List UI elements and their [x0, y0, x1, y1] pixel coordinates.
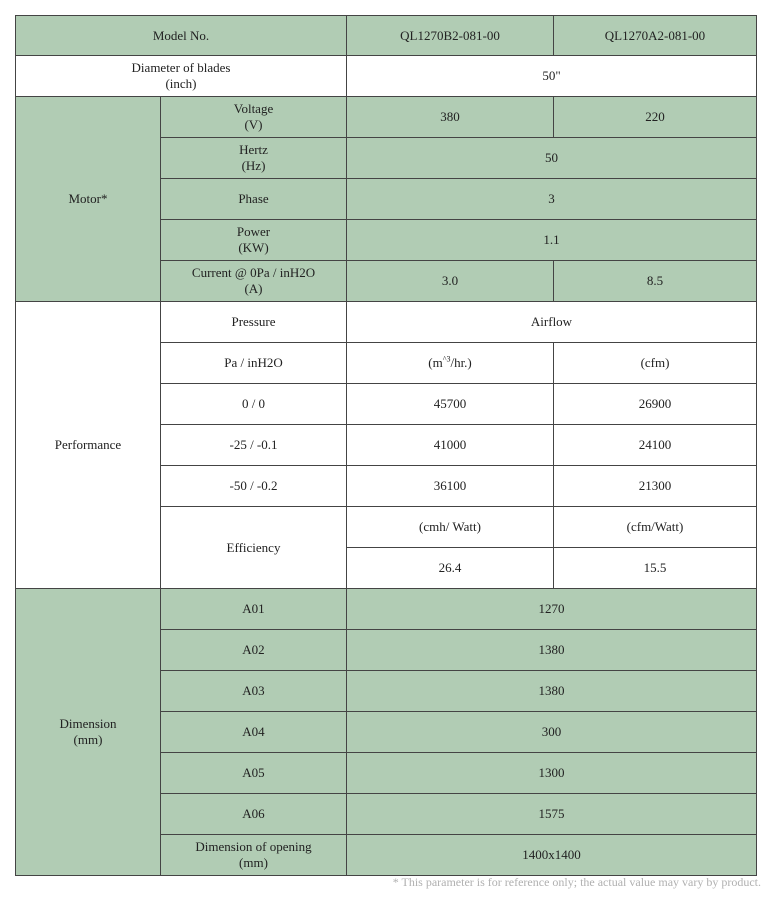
dimension-value: 1270: [347, 589, 757, 630]
diameter-label-cell: [16, 56, 347, 97]
dimension-value: 300: [347, 712, 757, 753]
hertz-label: Hertz: [239, 142, 268, 157]
airflow-metric-value: 36100: [347, 466, 554, 507]
voltage-value-b2: 380: [347, 97, 554, 138]
airflow-unit-metric-prefix: (m: [428, 355, 443, 370]
airflow-imperial-value: 24100: [554, 425, 757, 466]
pressure-unit: Pa / inH2O: [161, 343, 347, 384]
performance-section-label: Performance: [16, 302, 161, 589]
dimension-label: A04: [161, 712, 347, 753]
power-unit: (KW): [238, 240, 269, 255]
efficiency-value-imperial: 15.5: [554, 548, 757, 589]
airflow-imperial-value: 26900: [554, 384, 757, 425]
airflow-unit-metric: [347, 343, 554, 384]
power-label: Power: [236, 224, 271, 239]
efficiency-unit-imperial: (cfm/Watt): [554, 507, 757, 548]
airflow-metric-value: 41000: [347, 425, 554, 466]
motor-section-label: Motor*: [16, 97, 161, 302]
dimension-value: 1380: [347, 630, 757, 671]
pressure-value: 0 / 0: [161, 384, 347, 425]
pressure-value: -25 / -0.1: [161, 425, 347, 466]
dimension-label: A06: [161, 794, 347, 835]
airflow-unit-metric-suffix: /hr.): [450, 355, 472, 370]
dimension-row: [16, 589, 757, 630]
pressure-label: Pressure: [161, 302, 347, 343]
phase-value: 3: [347, 179, 757, 220]
pressure-value: -50 / -0.2: [161, 466, 347, 507]
model-a2: QL1270A2-081-00: [554, 16, 757, 56]
opening-label-cell: [161, 835, 347, 876]
phase-label: Phase: [161, 179, 347, 220]
header-row: [16, 16, 757, 56]
footnote: * This parameter is for reference only; the actual value may vary by product.: [392, 875, 761, 889]
power-label-cell: [161, 220, 347, 261]
airflow-unit-imperial: (cfm): [554, 343, 757, 384]
voltage-label-cell: [161, 97, 347, 138]
efficiency-value-metric: 26.4: [347, 548, 554, 589]
diameter-value: 50": [347, 56, 757, 97]
diameter-label: Diameter of blades: [131, 60, 231, 75]
current-label-cell: [161, 261, 347, 302]
voltage-row: [16, 97, 757, 138]
voltage-value-a2: 220: [554, 97, 757, 138]
opening-label: Dimension of opening: [195, 839, 312, 854]
efficiency-unit-metric: (cmh/ Watt): [347, 507, 554, 548]
efficiency-label: Efficiency: [161, 507, 347, 589]
voltage-unit: (V): [244, 117, 263, 132]
dimension-section-label-cell: [16, 589, 161, 876]
current-unit: (A): [244, 281, 263, 296]
dimension-value: 1575: [347, 794, 757, 835]
opening-value: 1400x1400: [347, 835, 757, 876]
dimension-value: 1300: [347, 753, 757, 794]
spec-table: [15, 15, 757, 876]
current-value-a2: 8.5: [554, 261, 757, 302]
current-value-b2: 3.0: [347, 261, 554, 302]
dimension-value: 1380: [347, 671, 757, 712]
diameter-unit: (inch): [165, 76, 197, 91]
hertz-value: 50: [347, 138, 757, 179]
hertz-unit: (Hz): [241, 158, 266, 173]
airflow-unit-metric-sup: ^3: [442, 354, 451, 364]
performance-header-row: [16, 302, 757, 343]
opening-unit: (mm): [239, 855, 268, 870]
dimension-label: A02: [161, 630, 347, 671]
power-value: 1.1: [347, 220, 757, 261]
airflow-label: Airflow: [347, 302, 757, 343]
airflow-metric-value: 45700: [347, 384, 554, 425]
voltage-label: Voltage: [233, 101, 274, 116]
dimension-section-unit: (mm): [73, 732, 103, 747]
dimension-section-label: Dimension: [59, 716, 117, 731]
model-label: Model No.: [16, 16, 347, 56]
dimension-label: A01: [161, 589, 347, 630]
dimension-label: A05: [161, 753, 347, 794]
diameter-row: [16, 56, 757, 97]
current-label: Current @ 0Pa / inH2O: [191, 265, 316, 280]
dimension-label: A03: [161, 671, 347, 712]
hertz-label-cell: [161, 138, 347, 179]
airflow-imperial-value: 21300: [554, 466, 757, 507]
model-b2: QL1270B2-081-00: [347, 16, 554, 56]
